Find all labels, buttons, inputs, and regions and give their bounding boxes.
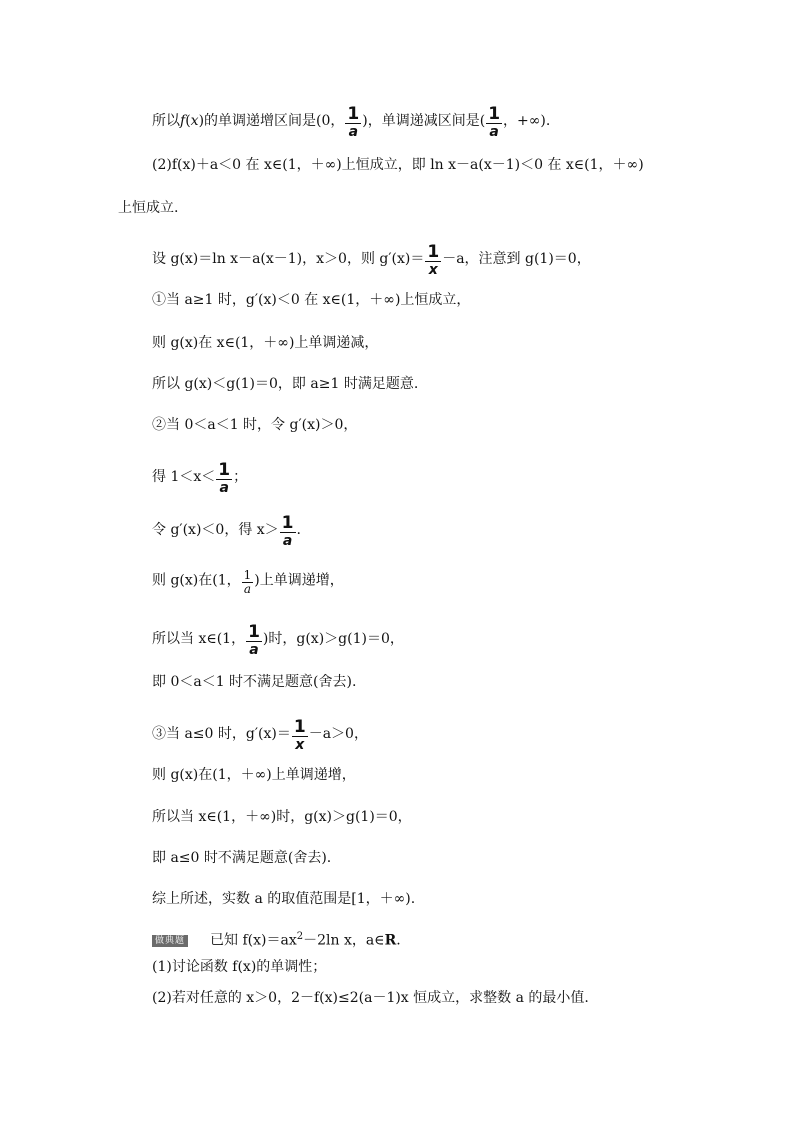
text-segment: ( [185,113,191,129]
text-segment: 已知 f(x)＝ax [210,932,297,949]
text-segment: ③当 a≤0 时，g′(x)＝ [152,726,291,742]
text-segment: x [190,113,199,129]
fraction-one-over-a [216,462,232,496]
fraction-numerator: 1 [347,104,360,124]
solution-line-4 [152,242,591,276]
fraction-numerator: 1 [243,568,252,582]
text-segment: －a，注意到 g(1)＝0， [442,251,591,267]
problem-part-2: (2)若对任意的 x＞0，2－f(x)≤2(a－1)x 恒成立，求整数 a 的最小值. [152,990,589,1006]
problem-part-1: (1)讨论函数 f(x)的单调性； [152,959,327,975]
solution-line-18: 综上所述，实数 a 的取值范围是[1，＋∞). [152,891,416,907]
fraction-one-over-a [242,569,254,596]
fraction-denominator: x [295,737,305,753]
problem-statement [152,927,401,951]
fraction-denominator: a [282,533,293,549]
text-segment: . [296,522,301,538]
text-segment: 所以当 x∈(1， [152,631,246,647]
fraction-denominator: a [219,480,229,496]
text-segment: )时，g(x)＞g(1)＝0， [262,631,404,647]
fraction-denominator: a [348,124,359,140]
text-segment: ，+∞). [503,113,551,129]
fraction-one-over-a [486,106,502,140]
text-segment: 则 g(x)在(1， [152,572,241,589]
solution-line-14 [152,717,368,751]
solution-line-2: (2)f(x)＋a＜0 在 x∈(1，＋∞)上恒成立，即 ln x－a(x－1)＜0 在 x∈(1，＋∞) [152,157,644,173]
text-segment: )，单调递减区间是( [362,113,486,129]
fraction-numerator: 1 [281,513,294,533]
solution-line-10 [152,513,301,547]
fraction-one-over-a [345,106,361,140]
fraction-one-over-a [280,515,296,549]
fraction-one-over-x [292,719,308,753]
text-segment: . [396,932,401,949]
solution-line-3: 上恒成立. [118,200,179,216]
fraction-numerator: 1 [293,717,306,737]
fraction-denominator: a [243,582,251,596]
text-segment: ； [233,469,248,485]
solution-line-8: ②当 0＜a＜1 时，令 g′(x)＞0， [152,417,358,433]
text-segment: －2ln x，a∈ [303,932,385,949]
solution-line-11 [152,567,344,594]
solution-line-5: ①当 a≥1 时，g′(x)＜0 在 x∈(1，＋∞)上恒成立， [152,292,471,308]
solution-line-6: 则 g(x)在 x∈(1，＋∞)上单调递减， [152,335,379,351]
superscript: 2 [296,931,304,942]
text-segment: )的单调递增区间是(0， [198,113,345,129]
fraction-one-over-x [425,244,441,278]
text-segment: 得 1＜x＜ [152,469,216,485]
fraction-numerator: 1 [248,622,260,642]
fraction-denominator: x [428,262,438,278]
solution-line-17: 即 a≤0 时不满足题意(舍去). [152,850,332,866]
text-segment: )上单调递增， [254,572,344,589]
fraction-denominator: a [489,124,499,140]
solution-line-9 [152,460,247,494]
fraction-numerator: 1 [218,460,231,480]
fraction-denominator: a [249,642,259,658]
real-numbers-symbol: R [384,932,397,949]
text-segment: 令 g′(x)＜0，得 x＞ [152,522,279,538]
solution-line-13: 即 0＜a＜1 时不满足题意(舍去). [152,674,357,690]
solution-line-12 [152,622,404,656]
fraction-numerator: 1 [427,242,440,262]
text-segment: 设 g(x)＝ln x－a(x－1)，x＞0，则 g′(x)＝ [152,251,425,267]
solution-line-16: 所以当 x∈(1，＋∞)时，g(x)＞g(1)＝0， [152,809,412,825]
practice-badge: 做典题 [152,935,188,947]
solution-line-7: 所以 g(x)＜g(1)＝0，即 a≥1 时满足题意. [152,376,419,392]
fraction-numerator: 1 [488,104,501,124]
fraction-one-over-a [246,624,262,658]
solution-line-15: 则 g(x)在(1，＋∞)上单调递增， [152,767,356,783]
text-segment: 所以 [152,113,180,129]
solution-line-1 [152,104,550,138]
text-segment: －a＞0， [308,726,368,742]
text-segment: f [180,113,186,129]
